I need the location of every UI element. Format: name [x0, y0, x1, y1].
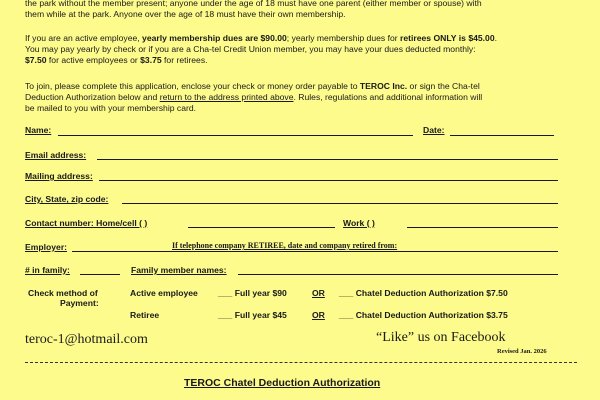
- or-label: OR: [312, 310, 325, 320]
- dues-paragraph: [25, 33, 577, 66]
- employer-field[interactable]: [72, 251, 558, 252]
- dues-line-1: [25, 33, 577, 44]
- family-names-field[interactable]: [238, 274, 558, 275]
- return-address-note: return to the address printed above: [159, 92, 294, 102]
- name-field[interactable]: [58, 135, 413, 136]
- dues-text: for active employees or: [46, 55, 141, 65]
- dues-text: for retirees.: [161, 55, 208, 65]
- join-text: or sign the Cha-tel: [407, 81, 480, 91]
- join-line-3: be mailed to you with your membership card.: [25, 103, 196, 113]
- retiree-note: If telephone company RETIREE, date and company retired from:: [172, 241, 398, 250]
- active-employee-label: Active employee: [130, 288, 198, 298]
- date-label: Date:: [423, 125, 445, 135]
- dues-text: If you are an active employee,: [25, 33, 143, 43]
- mailing-address-field[interactable]: [99, 180, 558, 181]
- dues-text: ; yearly membership dues for: [286, 33, 400, 43]
- join-paragraph: [25, 81, 577, 114]
- join-line-1: [25, 81, 577, 92]
- payee-name: TEROC Inc.: [359, 81, 408, 91]
- active-deduction-option[interactable]: ___ Chatel Deduction Authorization $7.50: [339, 288, 508, 298]
- or-label: OR: [312, 288, 325, 298]
- retiree-dues: retirees ONLY is $45.00: [400, 33, 495, 43]
- dues-line-3: [25, 55, 577, 66]
- revision-date: Revised Jan. 2026: [497, 348, 547, 355]
- payment-label-line-1: Check method of: [28, 288, 98, 298]
- facebook-note: “Like” us on Facebook: [376, 330, 506, 345]
- active-full-year-option[interactable]: ___ Full year $90: [218, 288, 287, 298]
- family-count-label: # in family:: [25, 265, 70, 275]
- intro-line-2: them while at the park. Anyone over the age of 18 must have their own membership.: [25, 9, 346, 19]
- retiree-monthly: $3.75: [140, 55, 162, 65]
- family-count-field[interactable]: [80, 274, 120, 275]
- dues-text: .: [494, 33, 497, 43]
- active-dues: yearly membership dues are $90.00: [142, 33, 287, 43]
- join-text: To join, please complete this application, enclose your check or money order payable to: [25, 81, 360, 91]
- work-phone-field[interactable]: [407, 227, 558, 228]
- join-text: . Rules, regulations and additional information will: [293, 92, 483, 102]
- retiree-label: Retiree: [130, 310, 160, 320]
- dues-line-2: You may pay yearly by check or if you are a Cha-tel Credit Union member, you may have your dues deducted monthly:: [25, 44, 476, 54]
- city-state-zip-label: City, State, zip code:: [25, 194, 109, 204]
- deduction-authorization-title: TEROC Chatel Deduction Authorization: [184, 377, 381, 389]
- date-field[interactable]: [450, 135, 554, 136]
- intro-paragraph: [25, 0, 577, 20]
- contact-email: teroc-1@hotmail.com: [25, 332, 148, 347]
- mailing-label: Mailing address:: [25, 171, 93, 181]
- name-label: Name:: [25, 125, 52, 135]
- intro-line-1: the park without the member present; anyone under the age of 18 must have one parent (either member or spouse) with: [25, 0, 482, 8]
- retiree-deduction-option[interactable]: ___ Chatel Deduction Authorization $3.75: [339, 310, 508, 320]
- retiree-full-year-option[interactable]: ___ Full year $45: [218, 310, 287, 320]
- join-line-2: [25, 92, 577, 103]
- home-phone-field[interactable]: [188, 227, 335, 228]
- payment-label-line-2: Payment:: [60, 298, 99, 308]
- active-monthly: $7.50: [25, 55, 47, 65]
- email-field[interactable]: [97, 159, 558, 160]
- email-label: Email address:: [25, 150, 87, 160]
- work-label: Work ( ): [343, 218, 375, 228]
- join-text: Deduction Authorization below and: [25, 92, 160, 102]
- employer-label: Employer:: [25, 242, 68, 252]
- cut-line-divider: [25, 362, 577, 363]
- family-names-label: Family member names:: [131, 265, 227, 275]
- city-state-zip-field[interactable]: [122, 203, 558, 204]
- contact-label: Contact number: Home/cell ( ): [25, 218, 148, 228]
